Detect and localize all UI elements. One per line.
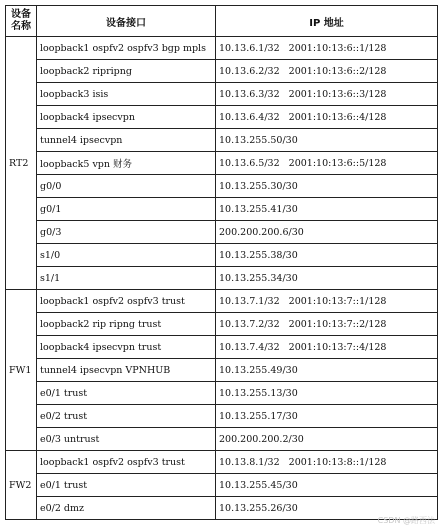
table-row xyxy=(6,451,438,474)
interface-cell: loopback1 ospfv2 ospfv3 bgp mpls xyxy=(37,37,216,60)
ip-address-cell: 10.13.255.50/30 xyxy=(216,129,438,152)
ip-address-cell: 10.13.255.17/30 xyxy=(216,405,438,428)
ip-address-cell: 10.13.255.34/30 xyxy=(216,267,438,290)
ip-address-cell: 10.13.255.41/30 xyxy=(216,198,438,221)
table-row xyxy=(6,267,438,290)
header-device-interface: 设备接口 xyxy=(37,6,216,37)
ip-address-cell: 10.13.255.26/30 xyxy=(216,497,438,520)
table-row xyxy=(6,106,438,129)
interface-cell: loopback4 ipsecvpn xyxy=(37,106,216,129)
device-name-cell: FW1 xyxy=(6,290,37,451)
table-row xyxy=(6,428,438,451)
table-row xyxy=(6,244,438,267)
interface-cell: s1/1 xyxy=(37,267,216,290)
ip-address-cell: 10.13.6.5/32 2001:10:13:6::5/128 xyxy=(216,152,438,175)
device-name-cell: RT2 xyxy=(6,37,37,290)
table-row xyxy=(6,37,438,60)
header-row xyxy=(6,6,438,37)
interface-cell: g0/0 xyxy=(37,175,216,198)
table-row xyxy=(6,313,438,336)
ip-address-cell: 10.13.7.2/32 2001:10:13:7::2/128 xyxy=(216,313,438,336)
ip-address-cell: 10.13.7.1/32 2001:10:13:7::1/128 xyxy=(216,290,438,313)
ip-address-cell: 10.13.255.38/30 xyxy=(216,244,438,267)
header-ip-address: IP 地址 xyxy=(216,6,438,37)
table-row xyxy=(6,175,438,198)
interface-cell: e0/1 trust xyxy=(37,474,216,497)
table-body xyxy=(6,37,438,520)
ip-address-cell: 200.200.200.6/30 xyxy=(216,221,438,244)
interface-cell: e0/2 trust xyxy=(37,405,216,428)
ip-address-cell: 10.13.6.3/32 2001:10:13:6::3/128 xyxy=(216,83,438,106)
table-row xyxy=(6,497,438,520)
interface-cell: tunnel4 ipsecvpn xyxy=(37,129,216,152)
interface-cell: tunnel4 ipsecvpn VPNHUB xyxy=(37,359,216,382)
device-name-cell: FW2 xyxy=(6,451,37,520)
interface-cell: loopback2 ripripng xyxy=(37,60,216,83)
interface-cell: e0/3 untrust xyxy=(37,428,216,451)
interface-cell: e0/1 trust xyxy=(37,382,216,405)
table-row xyxy=(6,152,438,175)
ip-address-cell: 10.13.255.13/30 xyxy=(216,382,438,405)
ip-address-cell: 10.13.8.1/32 2001:10:13:8::1/128 xyxy=(216,451,438,474)
table-row xyxy=(6,474,438,497)
table-row xyxy=(6,336,438,359)
interface-cell: loopback1 ospfv2 ospfv3 trust xyxy=(37,290,216,313)
ip-address-cell: 200.200.200.2/30 xyxy=(216,428,438,451)
interface-cell: loopback1 ospfv2 ospfv3 trust xyxy=(37,451,216,474)
ip-address-cell: 10.13.7.4/32 2001:10:13:7::4/128 xyxy=(216,336,438,359)
table-row xyxy=(6,405,438,428)
table-row xyxy=(6,382,438,405)
ip-address-cell: 10.13.255.49/30 xyxy=(216,359,438,382)
table-row xyxy=(6,359,438,382)
interface-cell: g0/3 xyxy=(37,221,216,244)
interface-cell: s1/0 xyxy=(37,244,216,267)
ip-address-cell: 10.13.6.1/32 2001:10:13:6::1/128 xyxy=(216,37,438,60)
interface-cell: loopback3 isis xyxy=(37,83,216,106)
ip-address-table xyxy=(5,5,438,520)
ip-address-cell: 10.13.6.2/32 2001:10:13:6::2/128 xyxy=(216,60,438,83)
ip-address-cell: 10.13.6.4/32 2001:10:13:6::4/128 xyxy=(216,106,438,129)
table-row xyxy=(6,290,438,313)
interface-cell: loopback4 ipsecvpn trust xyxy=(37,336,216,359)
header-device-name: 设备 名称 xyxy=(6,6,37,37)
table-row xyxy=(6,198,438,221)
table-row xyxy=(6,221,438,244)
interface-cell: g0/1 xyxy=(37,198,216,221)
table-row xyxy=(6,60,438,83)
interface-cell: loopback2 rip ripng trust xyxy=(37,313,216,336)
ip-address-cell: 10.13.255.30/30 xyxy=(216,175,438,198)
ip-address-cell: 10.13.255.45/30 xyxy=(216,474,438,497)
interface-cell: e0/2 dmz xyxy=(37,497,216,520)
interface-cell: loopback5 vpn 财务 xyxy=(37,152,216,175)
table-row xyxy=(6,83,438,106)
watermark: CSDN @路西法 xyxy=(377,516,435,525)
table-row xyxy=(6,129,438,152)
